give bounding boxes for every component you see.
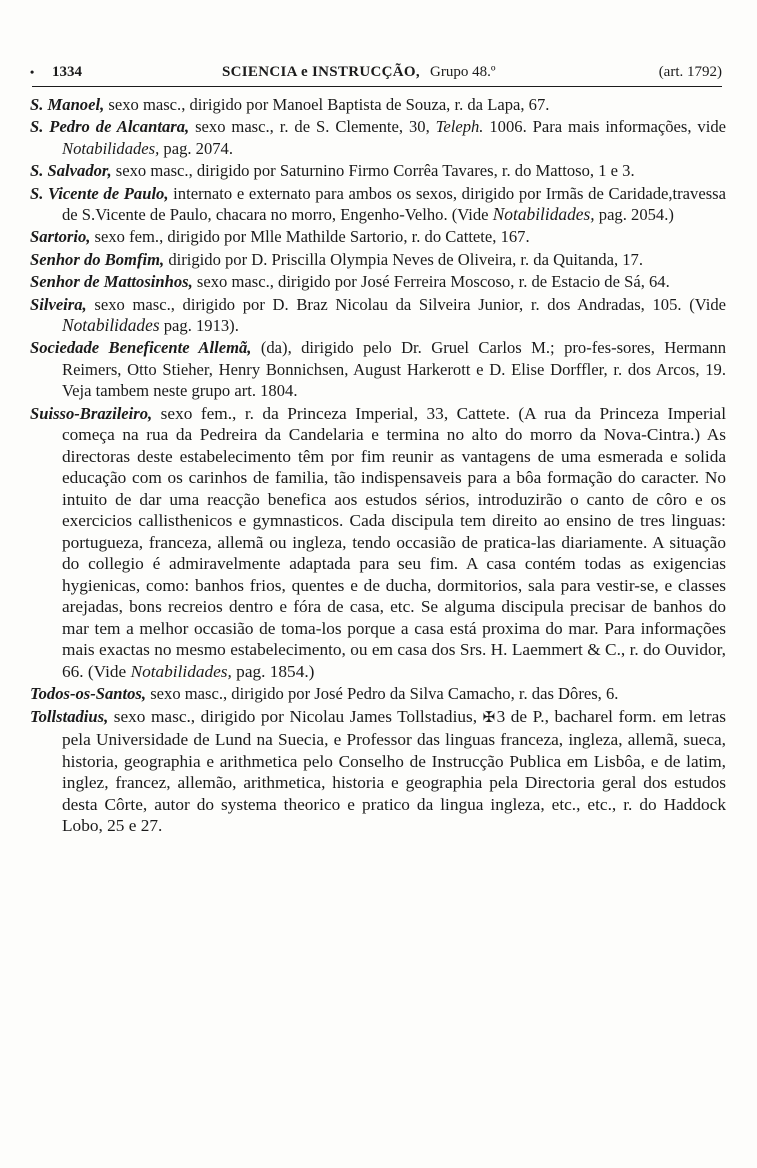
entry-text: sexo masc., dirigido por D. Braz Nicolau da Silveira Junior, r. dos Andradas, 105. (Vide (86, 294, 726, 314)
entry-text: (da), dirigido pelo Dr. Gruel Carlos M.; pro-fes-sores, Hermann Reimers, Otto Stieher, Henry Bonnichsen, August Harkerott e D. Elise Dorffler, r. dos Arcos, 19. Veja tambem neste grupo art. 1804. (62, 338, 726, 401)
header-rule (32, 86, 722, 87)
entry-name: Suisso-Brazileiro, (30, 403, 153, 423)
cross-icon: ✠ (482, 709, 496, 726)
entry-s-pedro-de-alcantara (30, 116, 726, 159)
entry-sociedade-beneficente-alleman (30, 337, 726, 401)
page-number: 1334 (52, 64, 82, 80)
notabilidades-ref: Notabilidades (62, 315, 160, 336)
entry-senhor-do-bomfim (30, 249, 726, 270)
notabilidades-ref: Notabilidades, (62, 138, 160, 158)
entry-text: sexo masc., dirigido por Saturnino Firmo Corrêa Tavares, r. do Mattoso, 1 e 3. (111, 161, 635, 181)
notabilidades-ref: Notabilidades, (492, 204, 595, 225)
entry-text: sexo masc., dirigido por José Ferreira Moscoso, r. de Estacio de Sá, 64. (192, 272, 670, 292)
entry-text: 3 de P., bacharel form. em letras pela Universidade de Lund na Suecia, e Professor das linguas franceza, ingleza, allemã, sueca, historia, geographia e arithmetica pelo Conselho de Instrucção Publica em Lisbôa, e de latim, inglez, francez, allemão, arithmetica, historia e geographia pela Directoria geral dos estudos desta Côrte, autor do systema theorico e pratico da lingua ingleza, etc., etc., r. do Haddock Lobo, 25 e 27. (62, 706, 727, 836)
entry-text: sexo fem., r. da Princeza Imperial, 33, Cattete. (A rua da Princeza Imperial começa na rua da Pedreira da Candelaria e termina no alto do morro da Nova-Cintra.) As directoras deste estabelecimento têm por fim reunir as vantagens de uma esmerada e solida educação com os carinhos de familia, tão indispensaveis para a bôa formação do caracter. No intuito de dar uma reacção benefica aos estudos sérios, introduzirão o canto de côro e os exercicios callisthenicos e gymnasticos. Cada discipula tem direito ao ensino de tres linguas: portugueza, franceza, allemã ou ingleza, tendo occasião de pratica-las diariamente. A situação do collegio é admiravelmente adaptada para seu fim. A casa contém todas as exigencias hygienicas, como: banhos frios, quentes e de ducha, dormitorios, sala para vestir-se, e classes arejadas, bons recreios dentro e fóra de casa, etc. Se alguma discipula precisar de banhos do mar tem a melhor occasião de toma-los porque a casa está proxima do mar. Para informações mais exactas no mesmo estabelecimento, ou em casa dos Srs. H. Laemmert & C., r. do Ouvidor, 66. (Vide (62, 403, 726, 681)
entry-text: pag. 2054.) (594, 205, 674, 225)
entry-text: dirigido por D. Priscilla Olympia Neves de Oliveira, r. da Quitanda, 17. (164, 249, 643, 269)
entry-senhor-de-mattosinhos (30, 271, 726, 292)
entry-todos-os-santos (30, 683, 726, 704)
entry-name: S. Salvador, (30, 161, 112, 181)
entry-text: 1006. Para mais informações, vide (483, 117, 726, 137)
entry-text: sexo masc., dirigido por Nicolau James Tollstadius, (108, 706, 483, 726)
entry-text: pag. 2074. (159, 138, 234, 158)
entry-name: Sartorio, (30, 227, 91, 247)
entry-text: sexo masc., r. de S. Clemente, 30, (189, 117, 436, 137)
page-header (32, 62, 722, 88)
entry-sartorio (30, 226, 726, 247)
entry-name: S. Vicente de Paulo, (30, 183, 169, 203)
entry-tollstadius (30, 706, 726, 837)
entry-text: pag. 1854.) (231, 661, 315, 681)
entry-name: S. Manoel, (30, 95, 105, 114)
entry-s-salvador (30, 160, 726, 181)
entry-name: Sociedade Beneficente Allemã, (30, 338, 252, 358)
entry-name: Senhor de Mattosinhos, (30, 272, 193, 292)
running-title: SCIENCIA e INSTRUCÇÃO, (222, 64, 420, 80)
entry-s-vicente-de-paulo (30, 183, 726, 226)
teleph-label: Teleph. (435, 117, 484, 137)
entry-name: Todos-os-Santos, (30, 684, 147, 704)
entry-text: sexo masc., dirigido por José Pedro da Silva Camacho, r. das Dôres, 6. (146, 684, 619, 704)
entry-text: internato e externato para ambos os sexos, dirigido por Irmãs de Caridade,travessa de S.Vicente de Paulo, chacara no morro, Engenho-Velho. (Vide (62, 183, 726, 225)
entry-name: Senhor do Bomfim, (30, 249, 165, 269)
entry-name: Silveira, (30, 294, 87, 314)
entry-s-manoel (30, 94, 726, 115)
entry-text: pag. 1913). (159, 316, 239, 336)
entry-text: sexo masc., dirigido por Manoel Baptista de Souza, r. da Lapa, 67. (104, 95, 550, 114)
entry-suisso-brazileiro (30, 403, 726, 683)
group-label: Grupo 48.º (430, 64, 496, 80)
entry-silveira (30, 294, 726, 337)
entry-name: S. Pedro de Alcantara, (30, 117, 190, 137)
article-number: (art. 1792) (658, 64, 722, 80)
entry-list (30, 94, 726, 837)
header-bullet: • (30, 65, 35, 79)
entry-text: sexo fem., dirigido por Mlle Mathilde Sartorio, r. do Cattete, 167. (90, 227, 530, 247)
notabilidades-ref: Notabilidades, (130, 661, 232, 681)
entry-name: Tollstadius, (30, 706, 109, 726)
